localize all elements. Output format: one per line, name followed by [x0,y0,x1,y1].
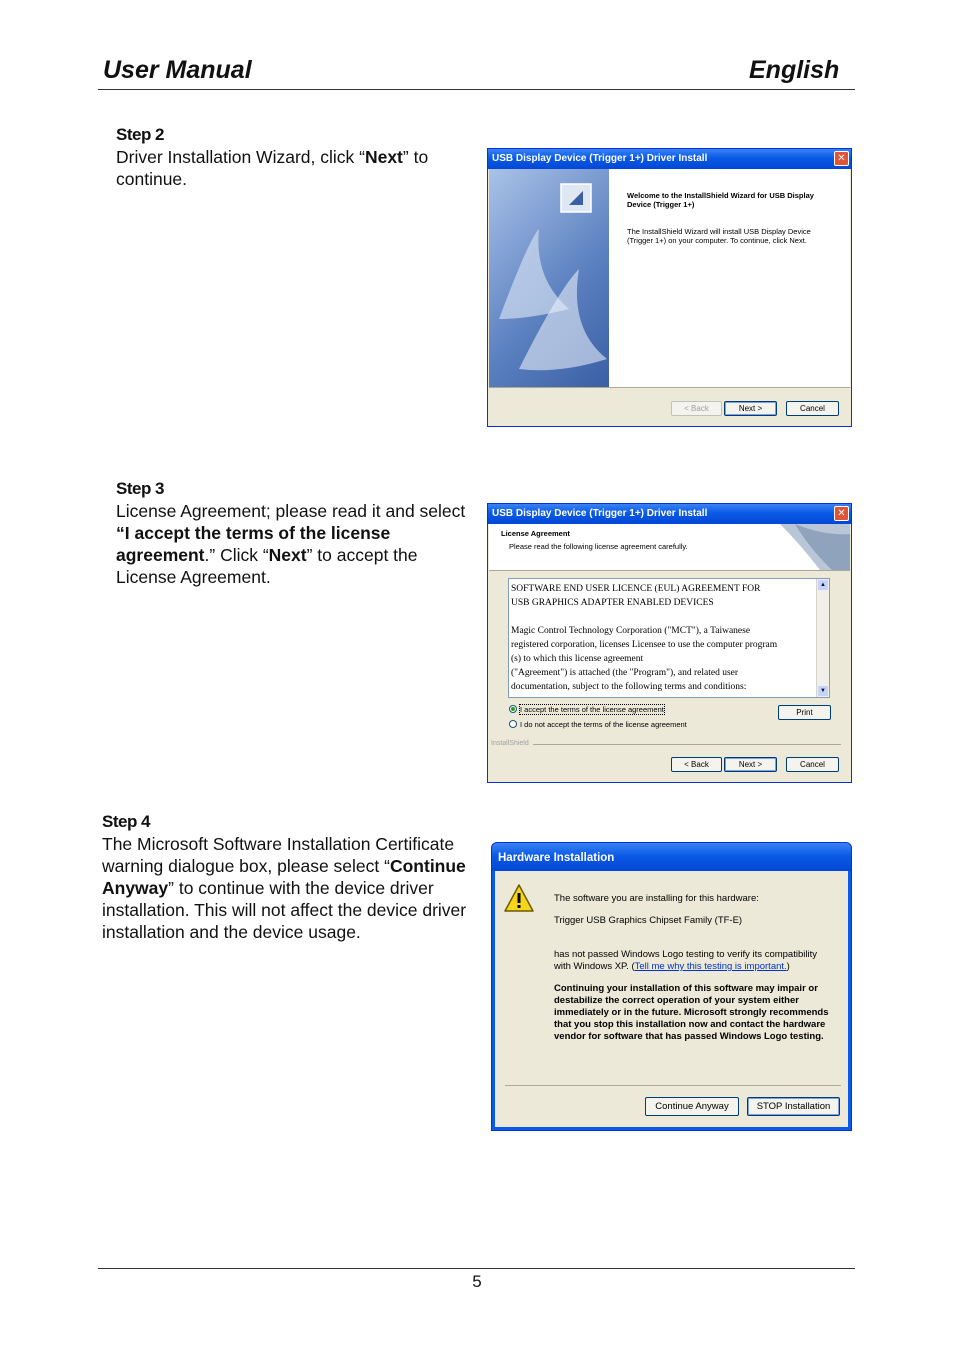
next-button[interactable]: Next > [724,401,777,416]
close-icon[interactable]: ✕ [834,151,849,166]
step3-license-dialog [487,503,852,783]
stop-installation-button[interactable]: STOP Installation [747,1097,840,1116]
hw-logo-text: has not passed Windows Logo testing to verify its compatibility with Windows XP. (Tell me why this testing is important.) [554,949,817,972]
cancel-button[interactable]: Cancel [786,401,839,416]
license-text-box[interactable] [508,578,830,698]
warning-icon [503,883,535,913]
license-header [489,524,850,571]
hw-dialog-titlebar: Hardware Installation [492,843,851,871]
scroll-down-icon[interactable]: ▼ [818,686,828,696]
footer-divider [98,1268,855,1269]
button-divider [489,387,850,388]
hardware-installation-dialog [491,842,852,1131]
hw-dialog-body [495,871,848,1127]
wizard-welcome-panel [609,169,850,387]
hw-device-name: Trigger USB Graphics Chipset Family (TF-E) [554,915,743,926]
header-title: User Manual [103,56,252,84]
button-divider [533,744,841,745]
back-button[interactable]: < Back [671,757,722,772]
wizard-side-banner [489,169,609,387]
installshield-swoosh-icon [489,169,609,387]
step2-text: Driver Installation Wizard, click “Next” to continue. [116,147,429,189]
back-button[interactable]: < Back [671,401,722,416]
installshield-label: InstallShield [491,740,529,747]
cancel-button[interactable]: Cancel [786,757,839,772]
logo-testing-link[interactable]: Tell me why this testing is important. [634,961,787,972]
hw-intro-text: The software you are installing for this hardware: [554,893,759,904]
header-language: English [749,56,840,84]
close-icon[interactable]: ✕ [834,506,849,521]
installshield-swoosh-icon [770,524,850,570]
scroll-up-icon[interactable]: ▲ [818,580,828,590]
decline-radio[interactable] [509,720,517,728]
license-section-title: License Agreement [501,529,570,538]
header-divider [98,89,855,90]
step2-dialog-titlebar: USB Display Device (Trigger 1+) Driver Install [488,149,851,169]
license-section-subtitle: Please read the following license agreement carefully. [509,542,688,551]
decline-radio-label[interactable]: I do not accept the terms of the license agreement [520,720,687,729]
step4-text: The Microsoft Software Installation Certificate warning dialogue box, please select “Continue Anyway” to continue with the device driver installation. This will not affect the device driver installation and the device usage. [102,834,467,942]
step3-title: Step 3 [116,479,165,498]
continue-anyway-button[interactable]: Continue Anyway [645,1097,739,1116]
welcome-body: The InstallShield Wizard will install USB Display Device (Trigger 1+) on your computer. To continue, click Next. [627,227,811,245]
welcome-heading: Welcome to the InstallShield Wizard for USB Display Device (Trigger 1+) [627,191,814,209]
button-divider [505,1085,841,1086]
license-text: SOFTWARE END USER LICENCE (EUL) AGREEMENT FOR USB GRAPHICS ADAPTER ENABLED DEVICES Magic Control Technology Corporation ("MCT"), a Taiwanese registered corporation, licenses Licensee to use the computer program (s) to which this license agreement ("Agreement") is attached (the "Program"), and related user documentation, subject to the following terms and conditions: [511,584,778,692]
step2-title: Step 2 [116,125,165,144]
page-number: 5 [472,1272,482,1291]
step3-text: License Agreement; please read it and select “I accept the terms of the license agreement.” Click “Next” to accept the License Agreement. [116,501,466,587]
accept-radio[interactable] [509,705,517,713]
step4-title: Step 4 [102,812,151,831]
print-button[interactable]: Print [778,705,831,720]
step2-wizard-dialog [487,148,852,427]
hw-warning-text: Continuing your installation of this software may impair or destabilize the correct operation of your system either immediately or in the future. Microsoft strongly recommends that you stop this installation now and contact the hardware vendor for software that has passed Windows Logo testing. [554,983,829,1042]
next-button[interactable]: Next > [724,757,777,772]
accept-radio-label[interactable]: I accept the terms of the license agreement [520,705,664,714]
step3-dialog-titlebar: USB Display Device (Trigger 1+) Driver Install [488,504,851,524]
license-scrollbar[interactable] [816,579,829,697]
